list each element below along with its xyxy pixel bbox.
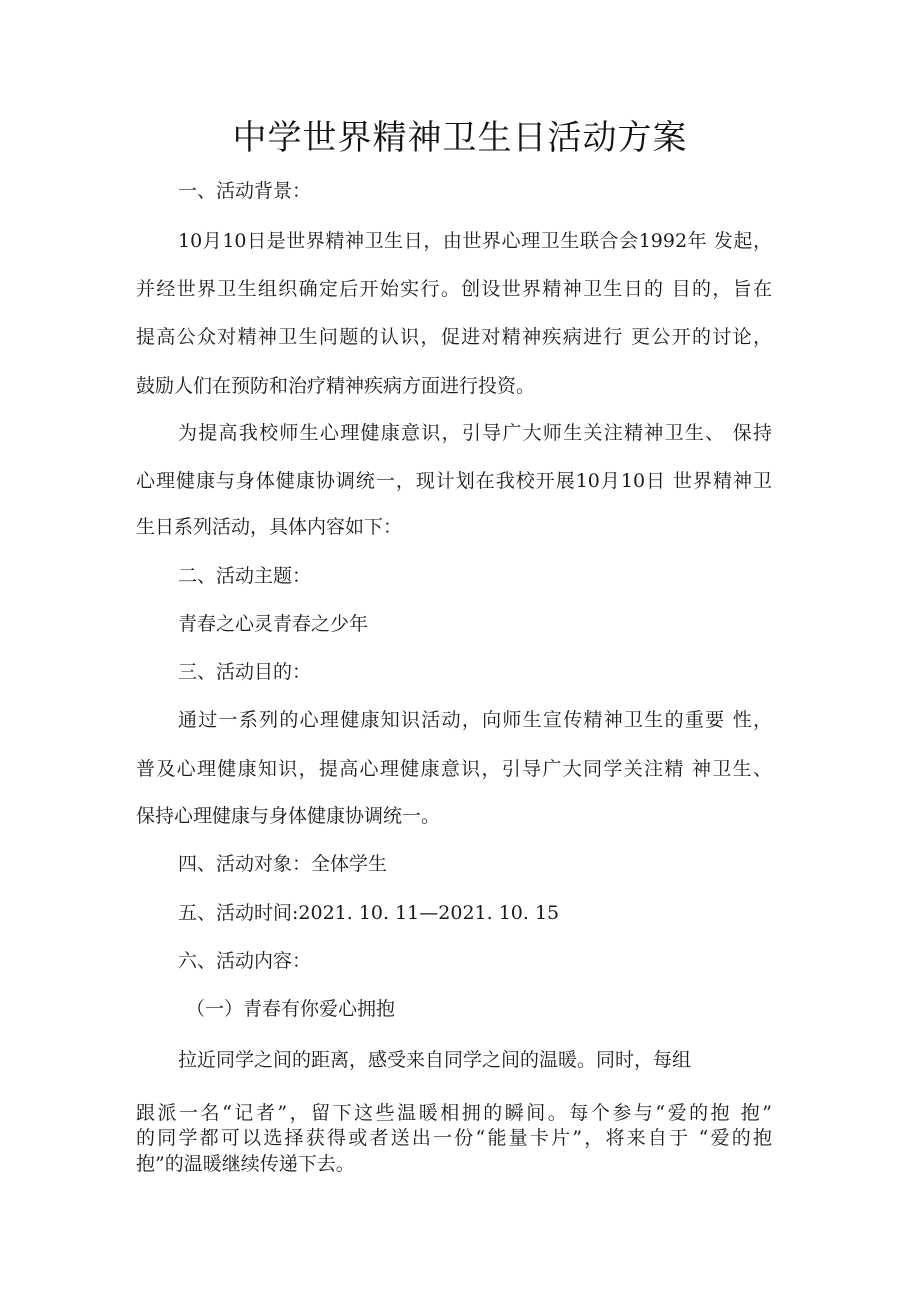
- document-title: 中学世界精神卫生日活动方案: [232, 118, 688, 158]
- paragraph-line: 拉近同学之间的距离，感受来自同学之间的温暖。同时，每组: [178, 1049, 692, 1071]
- paragraph-line: 心理健康与身体健康协调统一，现计划在我校开展10月10日 世界精神卫: [136, 470, 772, 492]
- paragraph-line: 提高公众对精神卫生问题的认识，促进对精神疾病进行 更公开的讨论，: [136, 326, 772, 348]
- section-heading-background: 一、活动背景：: [178, 180, 312, 202]
- paragraph-line: 10月10日是世界精神卫生日，由世界心理卫生联合会1992年 发起，: [178, 230, 772, 252]
- section-heading-theme: 二、活动主题：: [178, 565, 312, 587]
- paragraph-line: 并经世界卫生组织确定后开始实行。创设世界精神卫生日的 目的，旨在: [136, 278, 772, 300]
- paragraph-line: 普及心理健康知识，提高心理健康意识，引导广大同学关注精 神卫生、: [136, 758, 772, 780]
- section-heading-audience: 四、活动对象：全体学生: [178, 853, 388, 875]
- paragraph-line: 的同学都可以选择获得或者送出一份“能量卡片”，将来自于 “爱的抱: [136, 1127, 772, 1149]
- section-heading-purpose: 三、活动目的：: [178, 661, 312, 683]
- paragraph-line: 保持心理健康与身体健康协调统一。: [136, 805, 441, 827]
- section-heading-time: 五、活动时间:2021. 10. 11—2021. 10. 15: [178, 902, 560, 924]
- paragraph-line: 鼓励人们在预防和治疗精神疾病方面进行投资。: [136, 375, 536, 397]
- paragraph-line: 通过一系列的心理健康知识活动，向师生宣传精神卫生的重要 性，: [178, 709, 772, 731]
- theme-text: 青春之心灵青春之少年: [178, 613, 369, 635]
- paragraph-line: 生日系列活动，具体内容如下：: [136, 516, 403, 538]
- paragraph-line: 抱”的温暖继续传递下去。: [136, 1153, 355, 1175]
- subsection-heading: （一）青春有你爱心拥抱: [186, 998, 396, 1020]
- paragraph-line: 跟派一名“记者”，留下这些温暖相拥的瞬间。每个参与“爱的抱 抱”: [136, 1102, 772, 1124]
- section-heading-content: 六、活动内容：: [178, 950, 312, 972]
- paragraph-line: 为提高我校师生心理健康意识，引导广大师生关注精神卫生、 保持: [178, 422, 772, 444]
